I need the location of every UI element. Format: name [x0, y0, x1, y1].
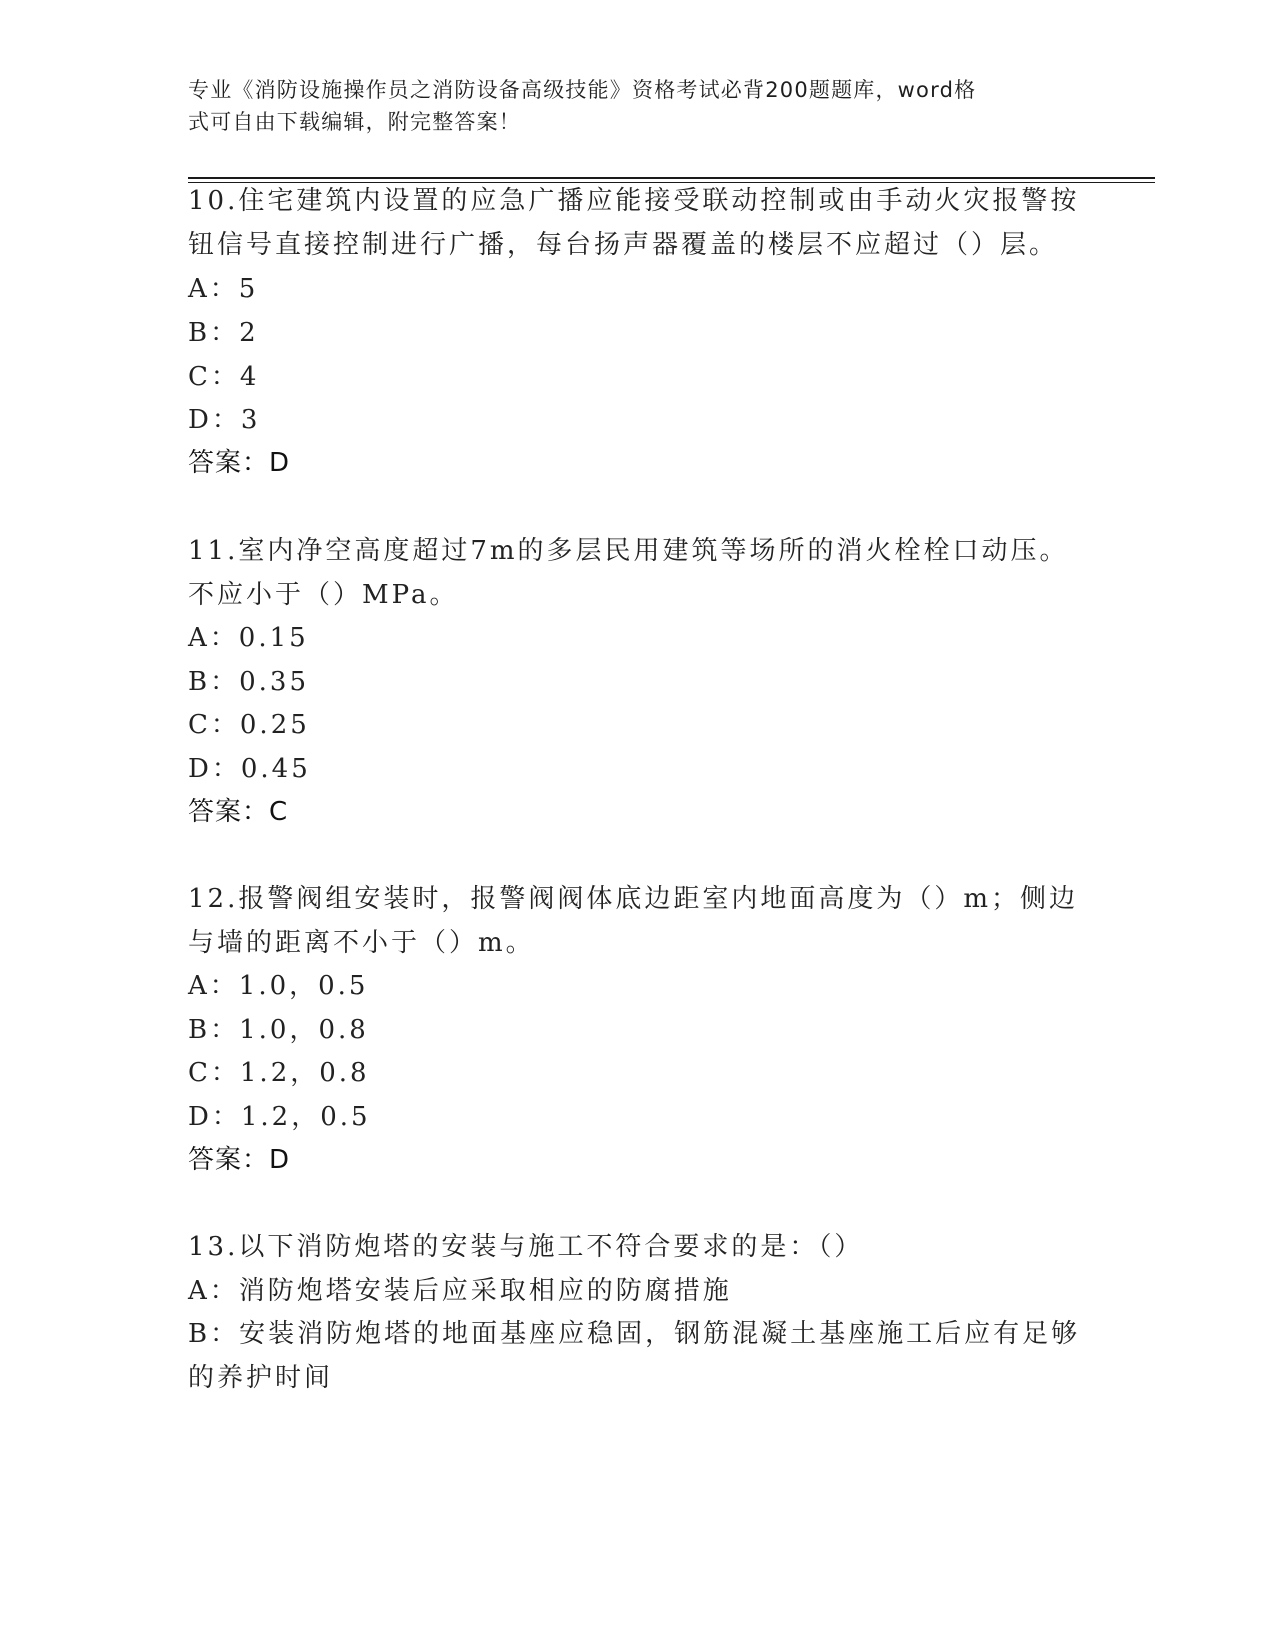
- option-b: B：安装消防炮塔的地面基座应稳固，钢筋混凝土基座施工后应有足够: [188, 1319, 1081, 1349]
- header-divider-thick: [188, 177, 1155, 179]
- option-a: A：1.0，0.5: [188, 971, 369, 1001]
- option-a: A：5: [188, 274, 259, 304]
- answer-line: 答案：D: [188, 448, 291, 478]
- option-c: C：1.2，0.8: [188, 1058, 370, 1088]
- option-b: B：0.35: [188, 667, 309, 697]
- option-b: B：2: [188, 318, 259, 348]
- option-a: A：消防炮塔安装后应采取相应的防腐措施: [188, 1276, 732, 1306]
- question-text-line: 钮信号直接控制进行广播，每台扬声器覆盖的楼层不应超过（）层。: [188, 230, 1059, 260]
- answer-line: 答案：D: [188, 1145, 291, 1175]
- question-text-line: 10.住宅建筑内设置的应急广播应能接受联动控制或由手动火灾报警按: [188, 186, 1080, 216]
- option-d: D：1.2，0.5: [188, 1102, 371, 1132]
- option-c: C：0.25: [188, 710, 310, 740]
- question-text-line: 与墙的距离不小于（）m。: [188, 928, 535, 958]
- option-a: A：0.15: [188, 623, 309, 653]
- header-line-2: 式可自由下载编辑，附完整答案！: [188, 110, 521, 134]
- document-header: [188, 74, 1068, 138]
- question-text-line: 11.室内净空高度超过7m的多层民用建筑等场所的消火栓栓口动压。: [188, 536, 1069, 566]
- option-c: C：4: [188, 362, 260, 392]
- question-text-line: 不应小于（）MPa。: [188, 580, 459, 610]
- header-line-1: 专业《消防设施操作员之消防设备高级技能》资格考试必背200题题库，word格: [188, 78, 977, 102]
- option-b: B：1.0，0.8: [188, 1015, 369, 1045]
- answer-line: 答案：C: [188, 797, 289, 827]
- option-d: D：0.45: [188, 754, 311, 784]
- option-b-continued: 的养护时间: [188, 1363, 334, 1393]
- header-divider-thin: [188, 182, 1155, 183]
- question-text-line: 13.以下消防炮塔的安装与施工不符合要求的是：（）: [188, 1232, 864, 1262]
- option-d: D：3: [188, 405, 261, 435]
- question-text-line: 12.报警阀组安装时，报警阀阀体底边距室内地面高度为（）m；侧边: [188, 884, 1079, 914]
